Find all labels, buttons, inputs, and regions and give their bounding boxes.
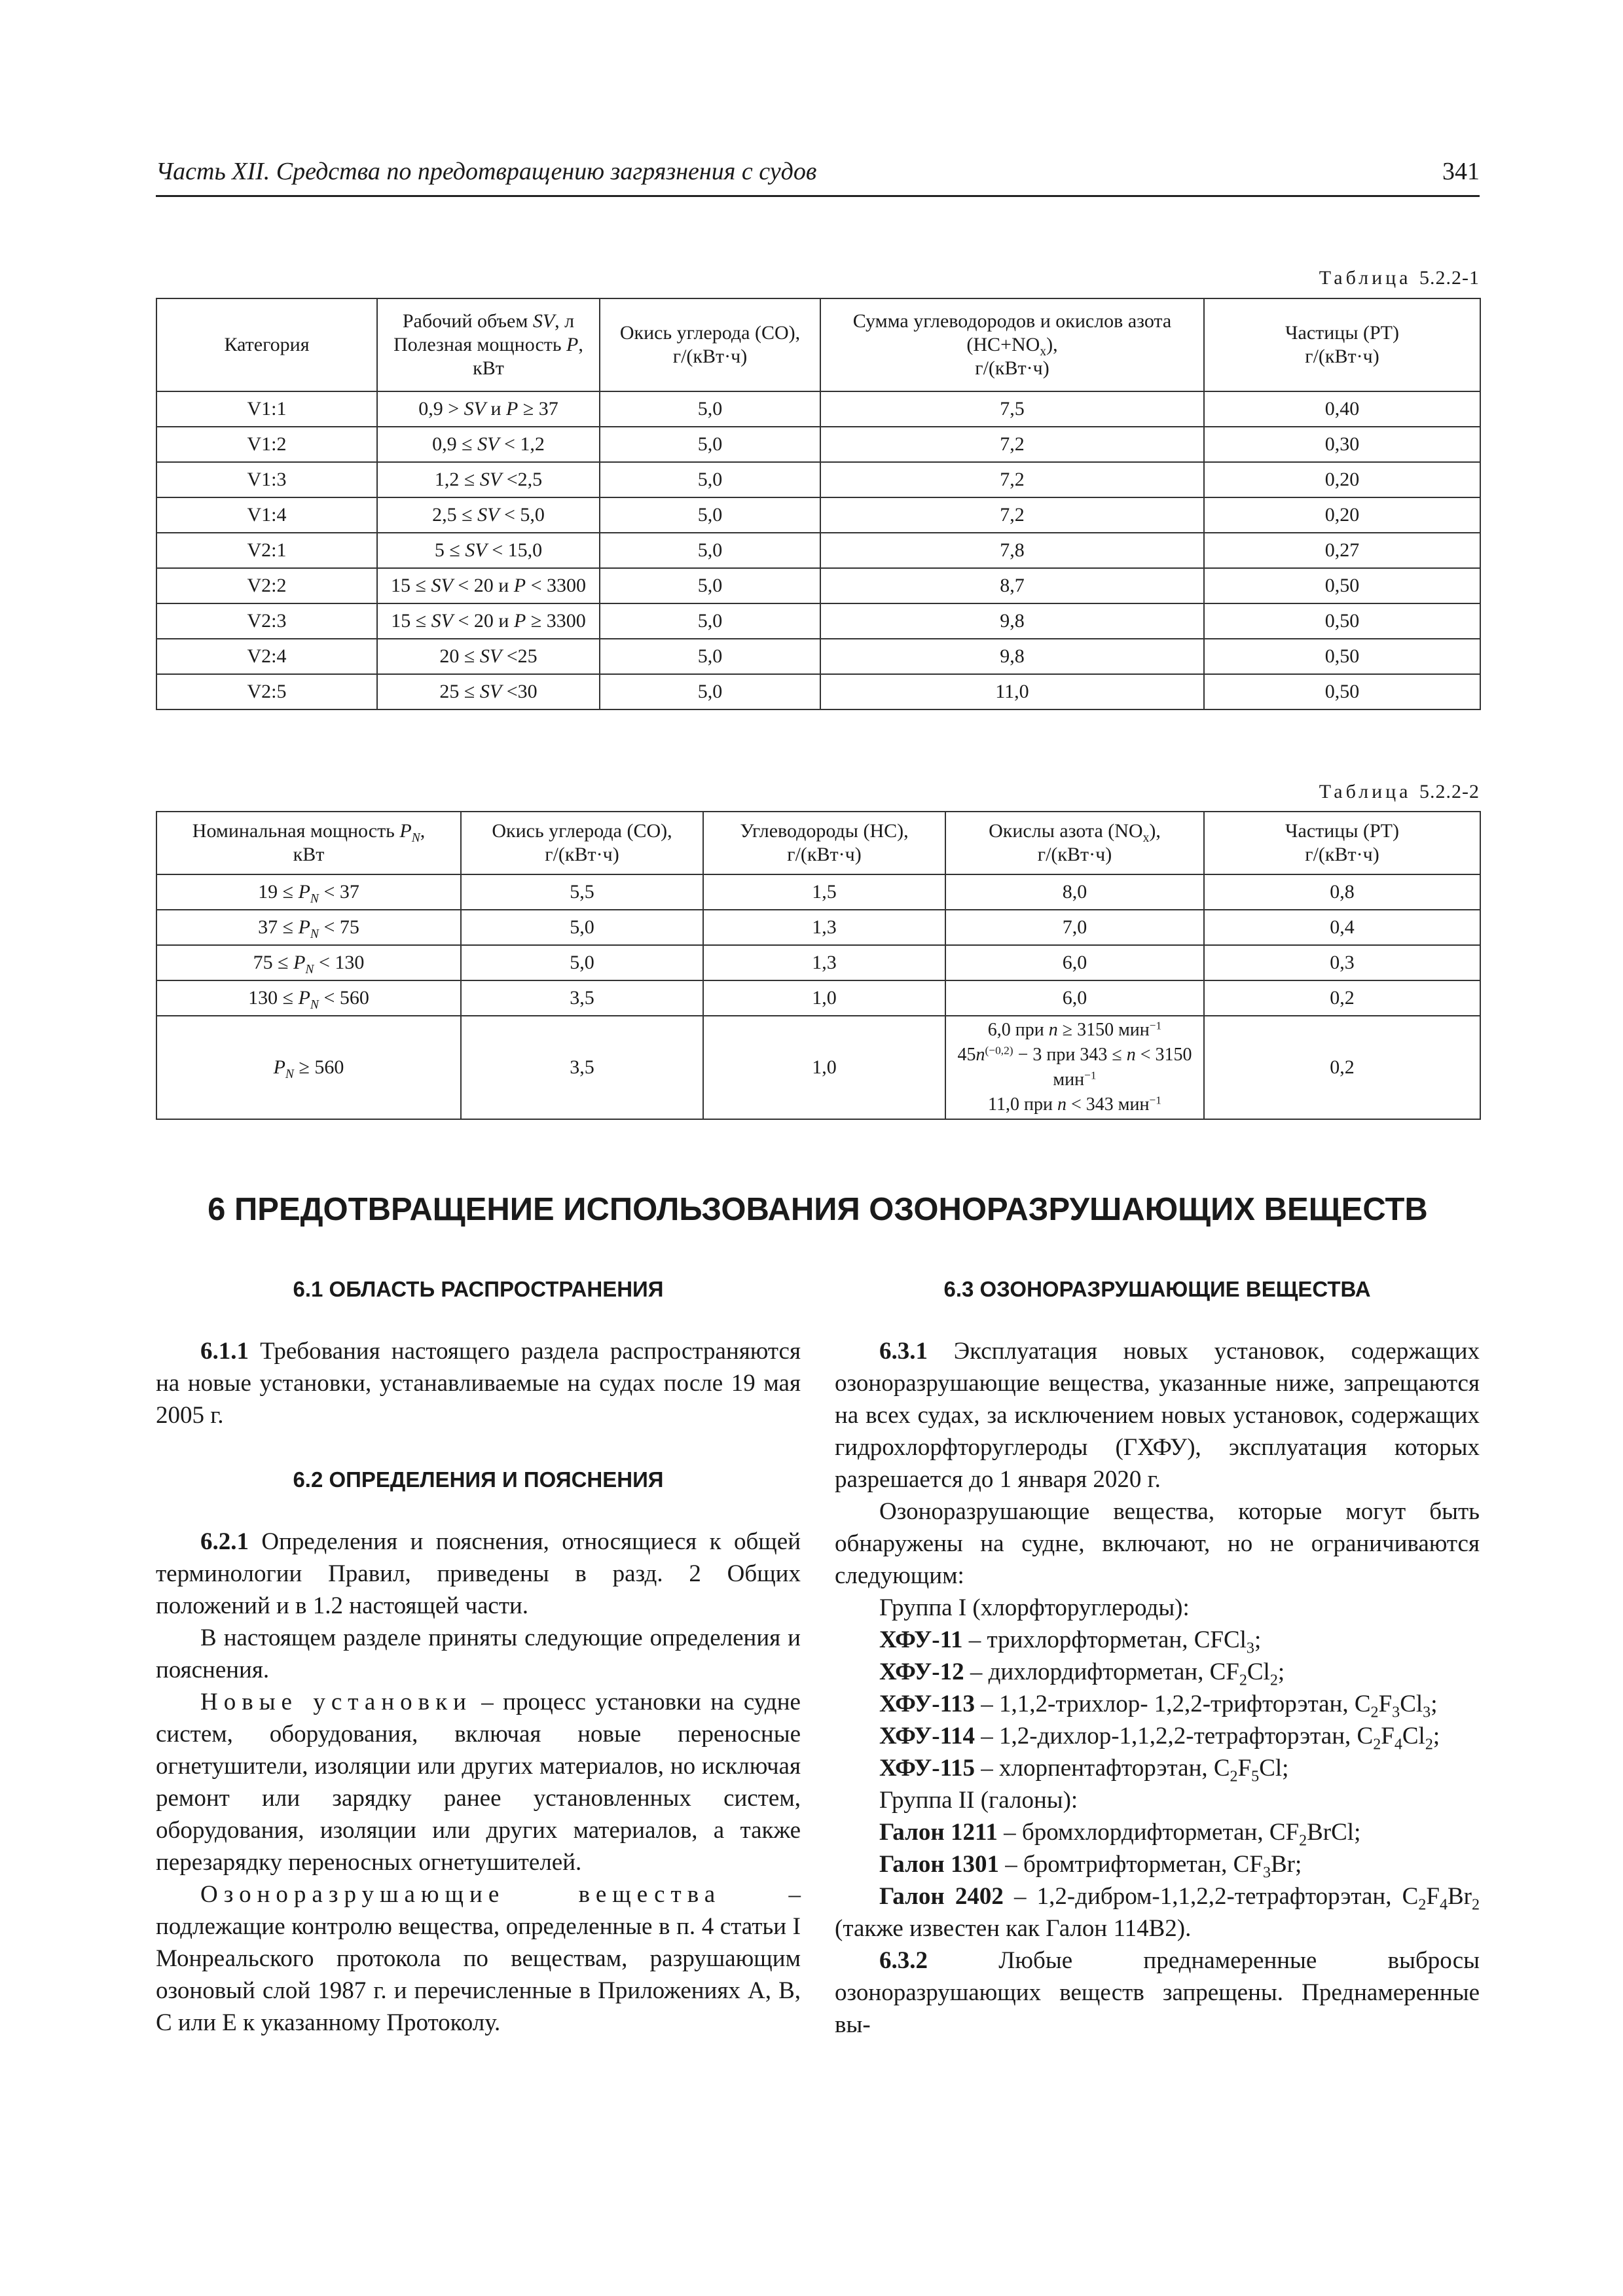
cell-hc: 1,3 (703, 945, 945, 980)
paragraph-substances-intro: Озоноразрушающие вещества, которые могут быть обнаружены на судне, включают, но не ограничиваются следующим: (835, 1498, 1480, 1589)
cell-co: 5,0 (461, 945, 703, 980)
substance-cfc-12: ХФУ-12 – дихлордифторметан, $CF_2Cl_2$; (879, 1659, 1285, 1689)
cell-co: 3,5 (461, 1016, 703, 1119)
section-title: 6 ПРЕДОТВРАЩЕНИЕ ИСПОЛЬЗОВАНИЯ ОЗОНОРАЗРУШАЮЩИХ ВЕЩЕСТВ (208, 1192, 1428, 1227)
cell-pt: 0,40 (1204, 391, 1480, 427)
cell-volume-power: 15 ≤ SV < 20 и P ≥ 3300 (377, 603, 600, 639)
cell-co: 5,0 (600, 533, 820, 568)
substance-halon-2402: Галон 2402 – 1,2-дибром-1,1,2,2-тетрафторэтан, $C_2F_4Br_2$ (также известен как Галон 114B2). (835, 1883, 1480, 1942)
cell-co: 3,5 (461, 980, 703, 1016)
paragraph-6-3-1: 6.3.1 Эксплуатация новых установок, содержащих озоноразрушающие вещества, указанные ниже, запрещаются на всех судах, за исключением новых установок, содержащих гидрохлорфторуглероды (ГХФУ), эксплуатация которых разрешается до 1 января 2020 г. (835, 1338, 1480, 1493)
cell-volume-power: 15 ≤ SV < 20 и P < 3300 (377, 568, 600, 603)
cell-pt: 0,20 (1204, 462, 1480, 497)
cell-co: 5,0 (600, 603, 820, 639)
cell-hc-nox: 7,2 (820, 497, 1204, 533)
running-header (156, 154, 1480, 197)
cell-category: V1:4 (156, 497, 377, 533)
cell-category: V1:2 (156, 427, 377, 462)
cell-volume-power: 1,2 ≤ SV <2,5 (377, 462, 600, 497)
cell-pt: 0,50 (1204, 568, 1480, 603)
cell-category: V1:1 (156, 391, 377, 427)
table-header-row (156, 298, 1480, 391)
cell-power: $37 \le P_N < 75$ (156, 910, 461, 945)
substance-cfc-11: ХФУ-11 – трихлорфторметан, CFCl$_3$; (879, 1626, 1262, 1657)
cell-co: 5,0 (600, 639, 820, 674)
table2-caption (1087, 781, 1480, 803)
cell-nox-formula: 6,0 при n ≥ 3150 мин$^{-1}$ $45n^{(-0,2)} - 3$ при 343 ≤ n < 3150 мин$^{-1}$ 11,0 при n < 343 мин$^{-1}$ (945, 1016, 1204, 1119)
heading-6-1: 6.1 ОБЛАСТЬ РАСПРОСТРАНЕНИЯ (293, 1277, 664, 1301)
header-particles: Частицы (PT) г/(кВт·ч) (1204, 812, 1480, 874)
cell-pt: 0,8 (1204, 874, 1480, 910)
cell-hc: 1,3 (703, 910, 945, 945)
emissions-table-2 (156, 811, 1481, 1120)
cell-nox: 6,0 (945, 945, 1204, 980)
cell-volume-power: 5 ≤ SV < 15,0 (377, 533, 600, 568)
substance-halon-1301: Галон 1301 – бромтрифторметан, $CF_3Br$; (879, 1851, 1302, 1882)
cell-co: 5,0 (600, 674, 820, 709)
cell-power: $75 \le P_N < 130$ (156, 945, 461, 980)
cell-hc-nox: 7,2 (820, 462, 1204, 497)
table2-caption-word: Таблица (1319, 781, 1412, 802)
cell-pt: 0,3 (1204, 945, 1480, 980)
cell-co: 5,5 (461, 874, 703, 910)
cell-nox: 8,0 (945, 874, 1204, 910)
cell-pt: 0,2 (1204, 1016, 1480, 1119)
table-row (156, 427, 1480, 462)
table-row (156, 462, 1480, 497)
cell-hc-nox: 8,7 (820, 568, 1204, 603)
cell-hc-nox: 7,5 (820, 391, 1204, 427)
cell-category: V1:3 (156, 462, 377, 497)
cell-category: V2:3 (156, 603, 377, 639)
paragraph-6-1-1: 6.1.1 Требования настоящего раздела распространяются на новые установки, устанавливаемые на судах после 19 мая 2005 г. (156, 1338, 801, 1429)
table-row (156, 674, 1480, 709)
cell-hc: 1,5 (703, 874, 945, 910)
table-row (156, 1016, 1480, 1119)
table1-caption-word: Таблица (1319, 267, 1412, 289)
header-nox: Окислы азота $(NO_x)$, г/(кВт·ч) (945, 812, 1204, 874)
header-category: Категория (156, 298, 377, 391)
table2-body (156, 874, 1480, 1016)
header-co: Окись углерода (CO), г/(кВт·ч) (600, 298, 820, 391)
paragraph-6-3-2: 6.3.2 Любые преднамеренные выбросы озоноразрушающих веществ запрещены. Преднамеренные вы- (835, 1947, 1480, 2038)
definition-ozone-depleting-substances: Озоноразрушающие вещества – подлежащие контролю вещества, определенные в п. 4 статьи I Монреальского протокола по веществам, разрушающим озоновый слой 1987 г. и перечисленные в Приложениях A, B, C или E к указанному Протоколу. (156, 1881, 801, 2036)
header-nominal-power: Номинальная мощность $P_N$, кВт (156, 812, 461, 874)
cell-category: V2:5 (156, 674, 377, 709)
group-2-label: Группа II (галоны): (879, 1787, 1078, 1814)
table2-caption-number: 5.2.2-2 (1419, 781, 1480, 802)
substance-halon-1211: Галон 1211 – бромхлордифторметан, $CF_2BrCl$; (879, 1819, 1361, 1850)
paragraph-definitions-intro: В настоящем разделе приняты следующие определения и пояснения. (156, 1624, 801, 1683)
cell-pt: 0,50 (1204, 639, 1480, 674)
cell-volume-power: 20 ≤ SV <25 (377, 639, 600, 674)
table-row (156, 910, 1480, 945)
header-hc-nox: Сумма углеводородов и окислов азота $(HC+NO_x)$, г/(кВт·ч) (820, 298, 1204, 391)
cell-category: V2:1 (156, 533, 377, 568)
substance-cfc-113: ХФУ-113 – 1,1,2-трихлор- 1,2,2-трифторэтан, $C_2F_3Cl_3$; (879, 1691, 1438, 1721)
cell-pt: 0,50 (1204, 674, 1480, 709)
table1-caption-number: 5.2.2-1 (1419, 267, 1480, 289)
table-row (156, 533, 1480, 568)
right-column (835, 1275, 1480, 2041)
substance-cfc-114: ХФУ-114 – 1,2-дихлор-1,1,2,2-тетрафторэтан, $C_2F_4Cl_2$; (879, 1723, 1440, 1753)
cell-hc-nox: 9,8 (820, 603, 1204, 639)
heading-6-2: 6.2 ОПРЕДЕЛЕНИЯ И ПОЯСНЕНИЯ (293, 1467, 664, 1492)
cell-co: 5,0 (600, 462, 820, 497)
cell-nox: 7,0 (945, 910, 1204, 945)
cell-hc: 1,0 (703, 1016, 945, 1119)
table-row (156, 497, 1480, 533)
table-row (156, 568, 1480, 603)
cell-co: 5,0 (600, 427, 820, 462)
cell-pt: 0,4 (1204, 910, 1480, 945)
page-number: 341 (1442, 158, 1480, 185)
cell-power: $P_N \ge 560$ (156, 1016, 461, 1119)
cell-category: V2:4 (156, 639, 377, 674)
paragraph-6-2-1: 6.2.1 Определения и пояснения, относящиеся к общей терминологии Правил, приведены в разд. 2 Общих положений и в 1.2 настоящей части. (156, 1528, 801, 1619)
running-title: Часть XII. Средства по предотвращению загрязнения с судов (156, 158, 817, 185)
header-particles: Частицы (PT) г/(кВт·ч) (1204, 298, 1480, 391)
emissions-table-1 (156, 298, 1481, 710)
table-row (156, 874, 1480, 910)
table-header-row (156, 812, 1480, 874)
cell-hc-nox: 11,0 (820, 674, 1204, 709)
cell-pt: 0,2 (1204, 980, 1480, 1016)
table-row (156, 980, 1480, 1016)
substance-cfc-115: ХФУ-115 – хлорпентафторэтан, $C_2F_5Cl$; (879, 1755, 1289, 1785)
cell-pt: 0,50 (1204, 603, 1480, 639)
cell-volume-power: 0,9 > SV и P ≥ 37 (377, 391, 600, 427)
cell-pt: 0,27 (1204, 533, 1480, 568)
heading-6-3: 6.3 ОЗОНОРАЗРУШАЮЩИЕ ВЕЩЕСТВА (943, 1277, 1371, 1301)
cell-hc-nox: 7,8 (820, 533, 1204, 568)
cell-hc: 1,0 (703, 980, 945, 1016)
table-row (156, 945, 1480, 980)
definition-new-installations: Новые установки – процесс установки на судне систем, оборудования, включая новые переносные огнетушители, изоляции или других материалов, но исключая ремонт или зарядку ранее установленных систем, оборудования, изоляции или других материалов, а также перезарядку переносных огнетушителей. (156, 1689, 801, 1876)
cell-volume-power: 25 ≤ SV <30 (377, 674, 600, 709)
cell-co: 5,0 (600, 391, 820, 427)
table-row (156, 391, 1480, 427)
cell-hc-nox: 7,2 (820, 427, 1204, 462)
table1-body (156, 391, 1480, 709)
left-column (156, 1275, 801, 2039)
header-volume-power: Рабочий объем SV, л Полезная мощность P, кВт (377, 298, 600, 391)
group-1-label: Группа I (хлорфторуглероды): (879, 1594, 1190, 1621)
cell-nox: 6,0 (945, 980, 1204, 1016)
cell-co: 5,0 (600, 568, 820, 603)
table1-caption (1087, 267, 1480, 289)
table-row (156, 603, 1480, 639)
table-row (156, 639, 1480, 674)
cell-co: 5,0 (461, 910, 703, 945)
cell-power: $19 \le P_N < 37$ (156, 874, 461, 910)
header-co: Окись углерода (CO), г/(кВт·ч) (461, 812, 703, 874)
cell-volume-power: 2,5 ≤ SV < 5,0 (377, 497, 600, 533)
cell-pt: 0,30 (1204, 427, 1480, 462)
header-hc: Углеводороды (HC), г/(кВт·ч) (703, 812, 945, 874)
cell-volume-power: 0,9 ≤ SV < 1,2 (377, 427, 600, 462)
cell-co: 5,0 (600, 497, 820, 533)
cell-power: $130 \le P_N < 560$ (156, 980, 461, 1016)
cell-category: V2:2 (156, 568, 377, 603)
cell-hc-nox: 9,8 (820, 639, 1204, 674)
cell-pt: 0,20 (1204, 497, 1480, 533)
